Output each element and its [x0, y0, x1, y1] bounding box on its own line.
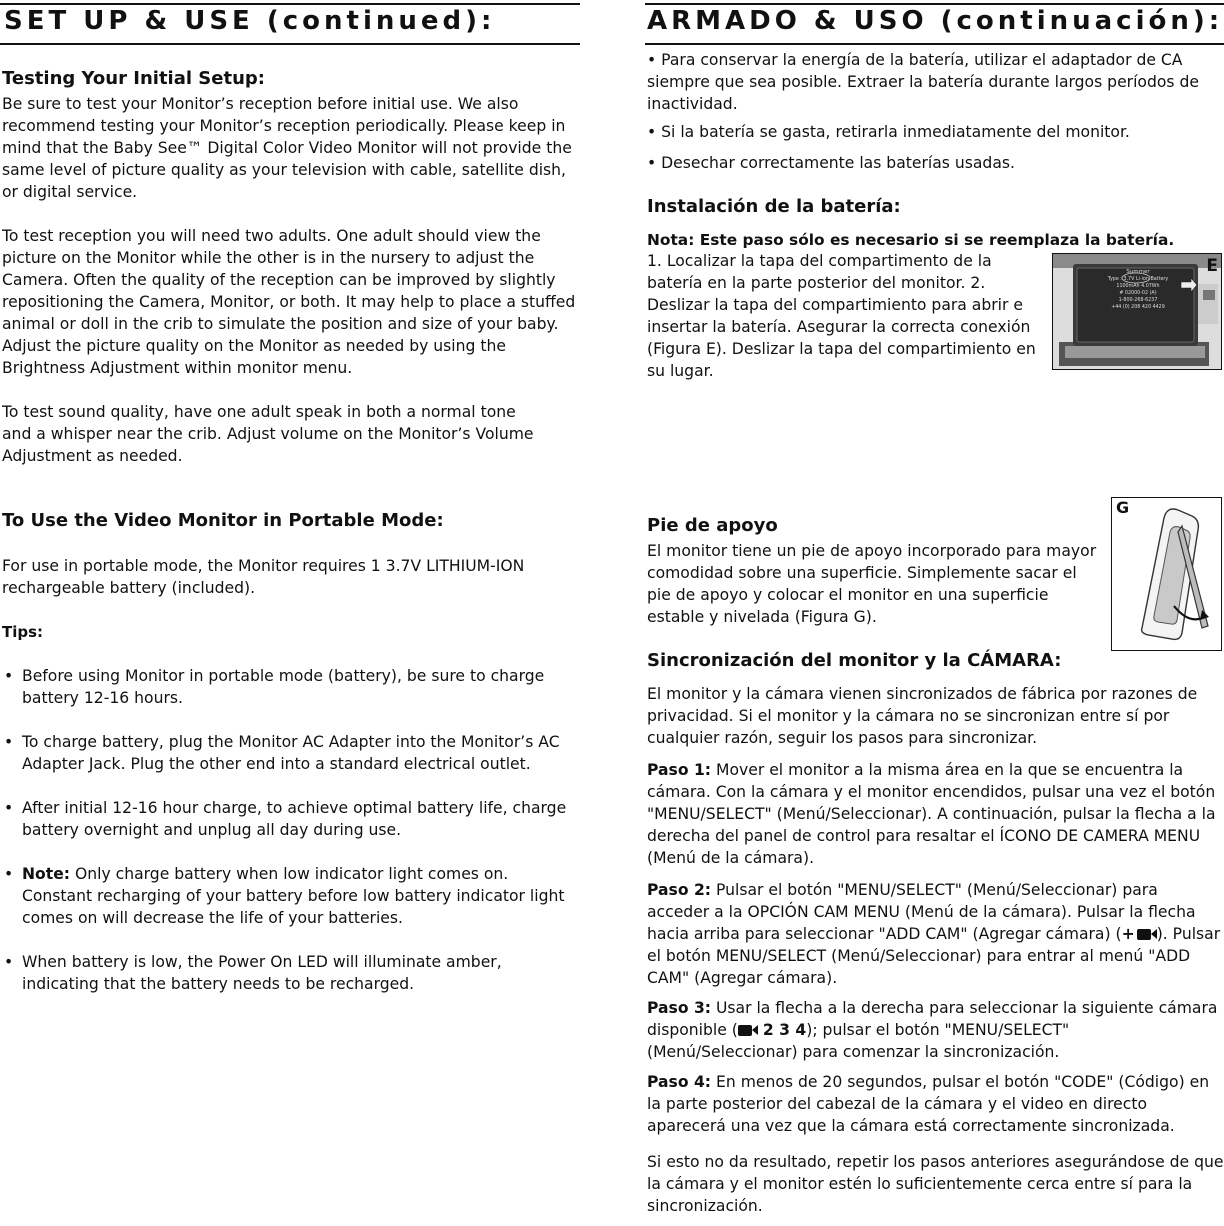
tip-item: • To charge battery, plug the Monitor AC Adapter into the Monitor’s AC Adapter Jack. Plug the other end into a standard electrical outlet. — [2, 731, 567, 775]
bullet-item: • Desechar correctamente las baterías usadas. — [647, 154, 1015, 172]
tips-label: Tips: — [2, 623, 44, 641]
section-title-sync: Sincronización del monitor y la CÁMARA: — [647, 650, 1062, 671]
tip-item: • After initial 12-16 hour charge, to achieve optimal battery life, charge battery overnight and unplug all day during use. — [2, 797, 567, 841]
section-title-battery: Instalación de la batería: — [647, 196, 901, 217]
figure-g-label: G — [1116, 498, 1130, 517]
figure-e-battery-image — [1052, 253, 1222, 370]
section-title-portable: To Use the Video Monitor in Portable Mode: — [2, 510, 444, 531]
battery-label-text: Summer Type : 3.7V Li-ion Battery 1100mAh 4.07Wh # 02000-02 (A) 1-800-268-6237 +44 (0) 208 420 4429 — [1107, 269, 1169, 310]
testing-paragraph-2: To test reception you will need two adults. One adult should view the picture on the Monitor while the other is in the nursery to adjust the Camera. Often the quality of the reception can be improved by slightly repositioning the Camera, Monitor, or both. It may help to place a stuffed animal or doll in the crib to simulate the position and size of your baby. Adjust the picture quality on the Monitor as needed by using the Brightness Adjustment within monitor menu. — [2, 227, 576, 377]
page-heading: SET UP & USE (continued): — [4, 6, 496, 36]
battery-steps: 1. Localizar la tapa del compartimento de la batería en la parte posterior del monitor. 2. Deslizar la tapa del compartimiento para abrir e insertar la batería. Asegurar la correcta conexión (Figura E). Deslizar la tapa del compartimiento en su lugar. — [647, 252, 1036, 380]
battery-note: Nota: Este paso sólo es necesario si se reemplaza la batería. — [647, 231, 1175, 249]
sync-step-4: Paso 4: En menos de 20 segundos, pulsar el botón "CODE" (Código) en la parte posterior del cabezal de la cámara y el video en directo aparecerá una vez que la cámara está correctamente sincronizada. — [647, 1073, 1210, 1135]
heading-rule — [645, 43, 1224, 45]
add-camera-icon: + — [1122, 925, 1157, 943]
section-title-stand: Pie de apoyo — [647, 515, 778, 536]
page-heading: ARMADO & USO (continuación): — [647, 6, 1224, 36]
stand-paragraph: El monitor tiene un pie de apoyo incorporado para mayor comodidad sobre una superficie. Simplemente sacar el pie de apoyo y colocar el monitor en una superficie estable y nivelada (Figura G). — [647, 542, 1097, 626]
figure-e-label: E — [1206, 256, 1218, 276]
sync-intro: El monitor y la cámara vienen sincronizados de fábrica por razones de privacidad. Si el monitor y la cámara no se sincronizan entre sí por cualquier razón, seguir los pasos para sincronizar. — [647, 685, 1198, 747]
heading-rule — [0, 43, 580, 45]
bullet-item: • Para conservar la energía de la batería, utilizar el adaptador de CA siempre que sea posible. Extraer la batería durante largos períodos de inactividad. — [647, 51, 1199, 113]
stand-illustration — [1112, 498, 1221, 650]
sync-step-1: Paso 1: Mover el monitor a la misma área en la que se encuentra la cámara. Con la cámara y el monitor encendidos, pulsar una vez el botón "MENU/SELECT" (Menú/Seleccionar). A continuación, pulsar la flecha a la derecha del panel de control para resaltar el ÍCONO DE CAMERA MENU (Menú de la cámara). — [647, 761, 1216, 867]
testing-paragraph-3: To test sound quality, have one adult speak in both a normal tone and a whisper near the crib. Adjust volume on the Monitor’s Volume Adjustment as needed. — [2, 403, 534, 465]
tips-list — [2, 665, 567, 1017]
portable-paragraph: For use in portable mode, the Monitor requires 1 3.7V LITHIUM-ION rechargeable battery (included). — [2, 557, 525, 597]
camera-icon — [738, 1021, 758, 1039]
testing-paragraph-1: Be sure to test your Monitor’s reception before initial use. We also recommend testing your Monitor’s reception periodically. Please keep in mind that the Baby See™ Digital Color Video Monitor will not provide the same level of picture quality as your television with cable, satellite dish, or digital service. — [2, 95, 572, 201]
bullet-item: • Si la batería se gasta, retirarla inmediatamente del monitor. — [647, 123, 1130, 141]
figure-g-stand-image — [1111, 497, 1222, 651]
top-rule — [0, 3, 580, 5]
sync-step-2: Paso 2: Pulsar el botón "MENU/SELECT" (Menú/Seleccionar) para acceder a la OPCIÓN CAM MENU (Menú de la cámara). Pulsar la flecha hacia arriba para seleccionar "ADD CAM" (Agregar cámara) (+ ). Pulsar el botón MENU/SELECT (Menú/Seleccionar) para entrar al menú "ADD CAM" (Agregar cámara). — [647, 881, 1221, 987]
sync-outro: Si esto no da resultado, repetir los pasos anteriores asegurándose de que la cámara y el monitor estén lo suficientemente cerca entre sí para la sincronización. — [647, 1153, 1224, 1215]
top-rule — [645, 3, 1224, 5]
tip-item: • When battery is low, the Power On LED will illuminate amber, indicating that the battery needs to be recharged. — [2, 951, 567, 995]
tip-item: • Note: Only charge battery when low indicator light comes on. Constant recharging of your battery before low battery indicator light comes on will decrease the life of your batteries. — [2, 863, 567, 929]
camera-numbers: 2 3 4 — [762, 1021, 807, 1039]
tip-item: • Before using Monitor in portable mode (battery), be sure to charge battery 12-16 hours. — [2, 665, 567, 709]
section-title-testing: Testing Your Initial Setup: — [2, 68, 265, 89]
sync-step-3: Paso 3: Usar la flecha a la derecha para seleccionar la siguiente cámara disponible ( 2 3 4); pulsar el botón "MENU/SELECT" (Menú/Seleccionar) para comenzar la sincronización. — [647, 999, 1218, 1061]
